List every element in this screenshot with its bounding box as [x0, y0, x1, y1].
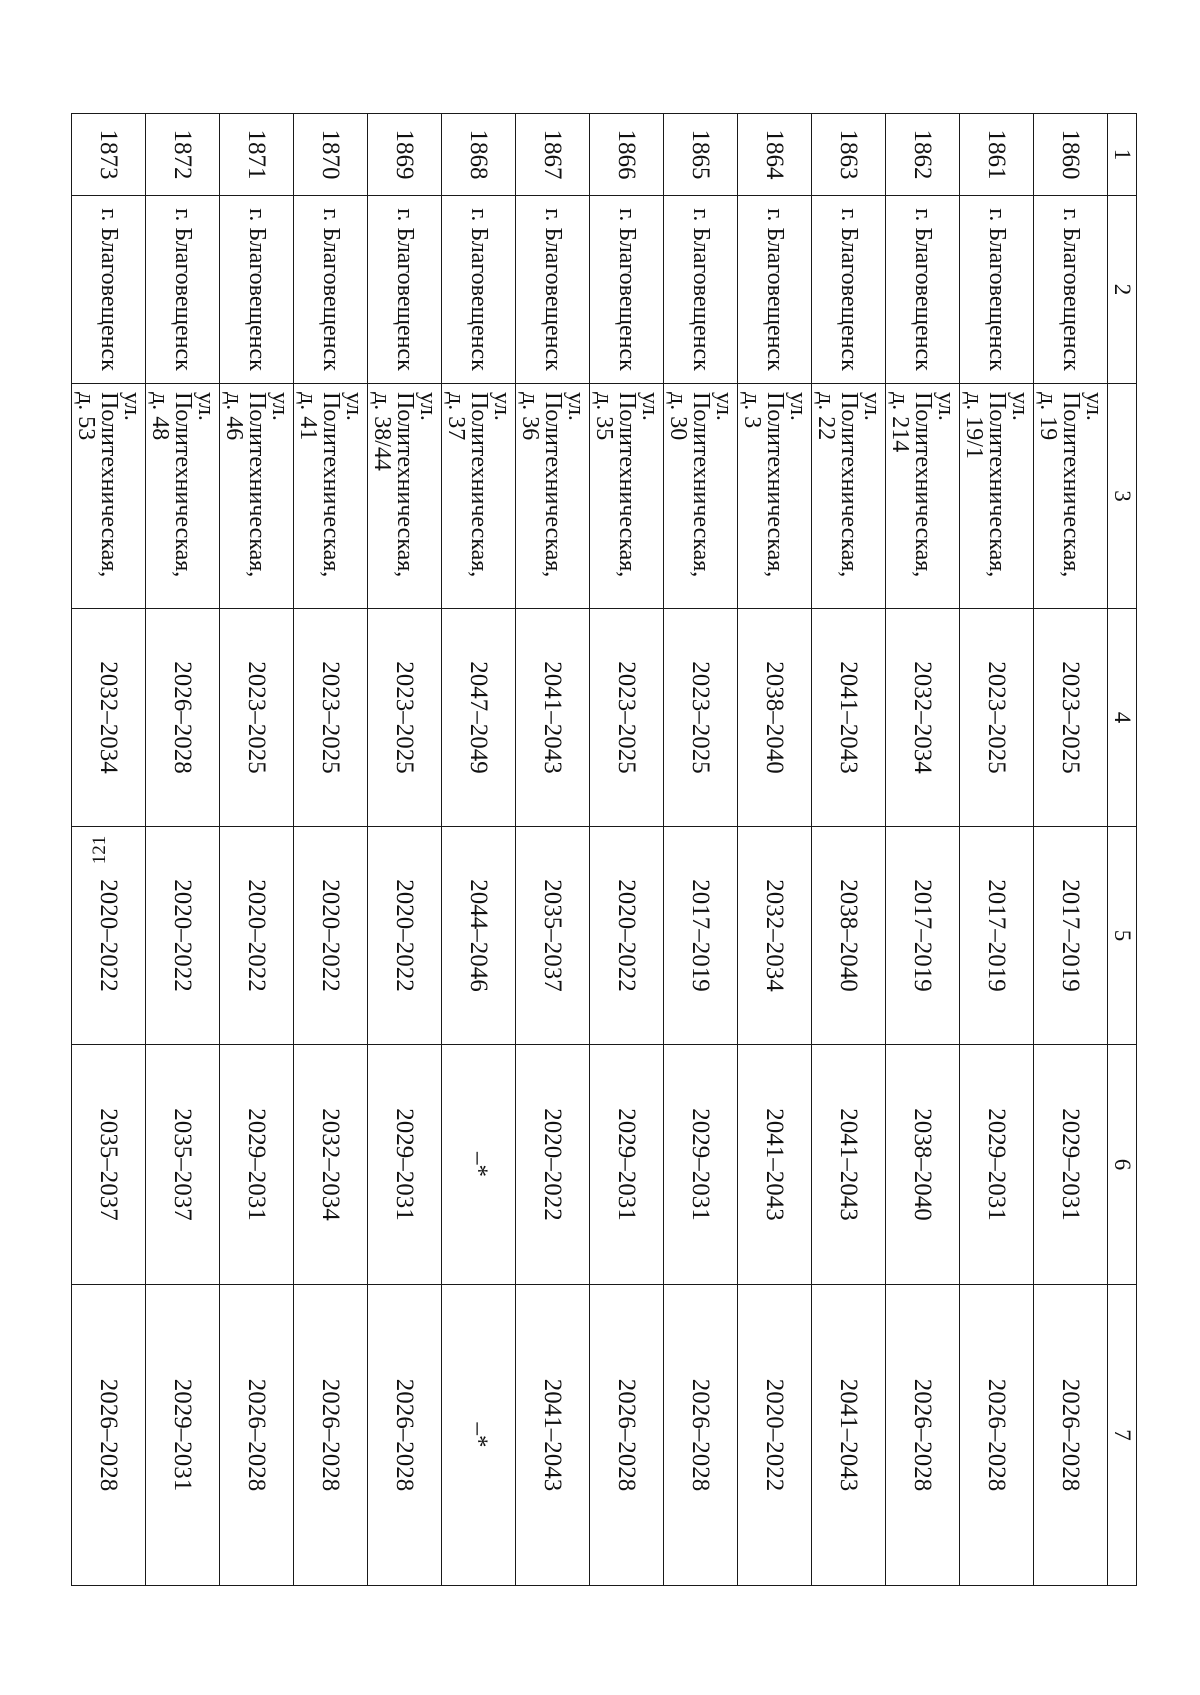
header-row — [1108, 114, 1137, 1586]
period-col-6-cell: 2029–2031 — [960, 1045, 1034, 1285]
period-col-6-cell: 2029–2031 — [368, 1045, 442, 1285]
row-number-cell: 1868 — [442, 114, 516, 196]
address-street: ул. Политехническая, — [466, 392, 515, 578]
period-col-4-cell: 2023–2025 — [664, 609, 738, 827]
address-house: д. 37 — [443, 392, 469, 441]
address-cell — [220, 384, 294, 609]
period-col-6-cell: 2029–2031 — [664, 1045, 738, 1285]
table-row — [220, 114, 294, 1586]
period-col-7-cell: 2020–2022 — [738, 1285, 812, 1586]
period-col-4-cell: 2023–2025 — [294, 609, 368, 827]
period-col-4-cell: 2023–2025 — [220, 609, 294, 827]
period-col-5-cell: 2032–2034 — [738, 827, 812, 1045]
period-col-6-cell: –* — [442, 1045, 516, 1285]
address-cell — [1034, 384, 1108, 609]
address-street: ул. Политехническая, — [1058, 392, 1107, 578]
period-col-7-cell: 2029–2031 — [146, 1285, 220, 1586]
period-col-5-cell: 2044–2046 — [442, 827, 516, 1045]
row-number-cell: 1863 — [812, 114, 886, 196]
address-cell — [960, 384, 1034, 609]
period-col-6-cell: 2041–2043 — [738, 1045, 812, 1285]
address-cell — [146, 384, 220, 609]
period-col-7-cell: –* — [442, 1285, 516, 1586]
address-cell — [812, 384, 886, 609]
period-col-4-cell: 2026–2028 — [146, 609, 220, 827]
period-col-4-cell: 2023–2025 — [960, 609, 1034, 827]
table-row — [960, 114, 1034, 1586]
period-col-7-cell: 2026–2028 — [72, 1285, 146, 1586]
period-col-5-cell: 2020–2022 — [146, 827, 220, 1045]
table-row — [812, 114, 886, 1586]
row-number-cell: 1869 — [368, 114, 442, 196]
period-col-5-cell: 2017–2019 — [664, 827, 738, 1045]
period-col-7-cell: 2041–2043 — [812, 1285, 886, 1586]
period-col-7-cell: 2026–2028 — [960, 1285, 1034, 1586]
period-col-5-cell: 2020–2022 — [72, 827, 146, 1045]
period-col-7-cell: 2026–2028 — [664, 1285, 738, 1586]
address-house: д. 19 — [1035, 392, 1061, 441]
period-col-6-cell: 2032–2034 — [294, 1045, 368, 1285]
address-street: ул. Политехническая, — [688, 392, 737, 578]
period-col-4-cell: 2023–2025 — [590, 609, 664, 827]
address-street: ул. Политехническая, — [836, 392, 885, 578]
period-col-4-cell: 2038–2040 — [738, 609, 812, 827]
period-col-5-cell: 2017–2019 — [886, 827, 960, 1045]
address-house: д. 38/44 — [369, 392, 395, 471]
header-col-6: 6 — [1108, 1045, 1137, 1285]
period-col-4-cell: 2041–2043 — [516, 609, 590, 827]
address-house: д. 35 — [591, 392, 617, 441]
period-col-6-cell: 2041–2043 — [812, 1045, 886, 1285]
table-row — [442, 114, 516, 1586]
table-row — [664, 114, 738, 1586]
address-house: д. 3 — [739, 392, 765, 429]
address-street: ул. Политехническая, — [984, 392, 1033, 578]
period-col-7-cell: 2026–2028 — [886, 1285, 960, 1586]
address-street: ул. Политехническая, — [762, 392, 811, 578]
period-col-7-cell: 2026–2028 — [1034, 1285, 1108, 1586]
address-street: ул. Политехническая, — [318, 392, 367, 578]
table-body — [72, 114, 1108, 1586]
row-number-cell: 1866 — [590, 114, 664, 196]
header-col-2: 2 — [1108, 196, 1137, 384]
period-col-7-cell: 2026–2028 — [294, 1285, 368, 1586]
period-col-5-cell: 2038–2040 — [812, 827, 886, 1045]
address-street: ул. Политехническая, — [614, 392, 663, 578]
period-col-6-cell: 2020–2022 — [516, 1045, 590, 1285]
period-col-6-cell: 2029–2031 — [220, 1045, 294, 1285]
address-street: ул. Политехническая, — [244, 392, 293, 578]
city-cell: г. Благовещенск — [72, 196, 146, 384]
city-cell: г. Благовещенск — [960, 196, 1034, 384]
city-cell: г. Благовещенск — [146, 196, 220, 384]
schedule-table — [71, 113, 1137, 1586]
table-row — [72, 114, 146, 1586]
period-col-7-cell: 2026–2028 — [590, 1285, 664, 1586]
table-row — [738, 114, 812, 1586]
city-cell: г. Благовещенск — [590, 196, 664, 384]
period-col-6-cell: 2035–2037 — [72, 1045, 146, 1285]
row-number-cell: 1870 — [294, 114, 368, 196]
address-cell — [738, 384, 812, 609]
period-col-4-cell: 2023–2025 — [368, 609, 442, 827]
address-house: д. 48 — [147, 392, 173, 441]
period-col-5-cell: 2017–2019 — [1034, 827, 1108, 1045]
city-cell: г. Благовещенск — [812, 196, 886, 384]
period-col-7-cell: 2026–2028 — [368, 1285, 442, 1586]
city-cell: г. Благовещенск — [294, 196, 368, 384]
period-col-6-cell: 2029–2031 — [1034, 1045, 1108, 1285]
address-cell — [442, 384, 516, 609]
address-house: д. 19/1 — [961, 392, 987, 459]
period-col-4-cell: 2032–2034 — [72, 609, 146, 827]
address-cell — [664, 384, 738, 609]
row-number-cell: 1862 — [886, 114, 960, 196]
period-col-6-cell: 2038–2040 — [886, 1045, 960, 1285]
period-col-5-cell: 2035–2037 — [516, 827, 590, 1045]
page-number: 121 — [89, 835, 110, 865]
address-street: ул. Политехническая, — [540, 392, 589, 578]
address-street: ул. Политехническая, — [96, 392, 145, 578]
table-row — [590, 114, 664, 1586]
address-cell — [886, 384, 960, 609]
table-row — [294, 114, 368, 1586]
period-col-4-cell: 2023–2025 — [1034, 609, 1108, 827]
address-house: д. 46 — [221, 392, 247, 441]
city-cell: г. Благовещенск — [220, 196, 294, 384]
row-number-cell: 1864 — [738, 114, 812, 196]
city-cell: г. Благовещенск — [664, 196, 738, 384]
address-street: ул. Политехническая, — [170, 392, 219, 578]
address-cell — [516, 384, 590, 609]
period-col-5-cell: 2017–2019 — [960, 827, 1034, 1045]
header-col-5: 5 — [1108, 827, 1137, 1045]
period-col-5-cell: 2020–2022 — [368, 827, 442, 1045]
address-cell — [368, 384, 442, 609]
row-number-cell: 1867 — [516, 114, 590, 196]
address-house: д. 22 — [813, 392, 839, 441]
table-row — [516, 114, 590, 1586]
city-cell: г. Благовещенск — [1034, 196, 1108, 384]
address-house: д. 214 — [887, 392, 913, 453]
address-cell — [590, 384, 664, 609]
row-number-cell: 1860 — [1034, 114, 1108, 196]
period-col-5-cell: 2020–2022 — [294, 827, 368, 1045]
city-cell: г. Благовещенск — [442, 196, 516, 384]
row-number-cell: 1872 — [146, 114, 220, 196]
table-row — [1034, 114, 1108, 1586]
period-col-7-cell: 2026–2028 — [220, 1285, 294, 1586]
period-col-5-cell: 2020–2022 — [220, 827, 294, 1045]
period-col-7-cell: 2041–2043 — [516, 1285, 590, 1586]
period-col-4-cell: 2041–2043 — [812, 609, 886, 827]
header-col-1: 1 — [1108, 114, 1137, 196]
header-col-3: 3 — [1108, 384, 1137, 609]
address-house: д. 41 — [295, 392, 321, 441]
period-col-4-cell: 2047–2049 — [442, 609, 516, 827]
header-col-7: 7 — [1108, 1285, 1137, 1586]
address-house: д. 53 — [73, 392, 99, 441]
address-cell — [294, 384, 368, 609]
table-header — [1108, 114, 1137, 1586]
address-street: ул. Политехническая, — [910, 392, 959, 578]
address-street: ул. Политехническая, — [392, 392, 441, 578]
period-col-4-cell: 2032–2034 — [886, 609, 960, 827]
period-col-6-cell: 2029–2031 — [590, 1045, 664, 1285]
row-number-cell: 1861 — [960, 114, 1034, 196]
header-col-4: 4 — [1108, 609, 1137, 827]
city-cell: г. Благовещенск — [886, 196, 960, 384]
city-cell: г. Благовещенск — [516, 196, 590, 384]
table-row — [146, 114, 220, 1586]
city-cell: г. Благовещенск — [368, 196, 442, 384]
address-house: д. 30 — [665, 392, 691, 441]
table-row — [368, 114, 442, 1586]
row-number-cell: 1865 — [664, 114, 738, 196]
period-col-6-cell: 2035–2037 — [146, 1045, 220, 1285]
period-col-5-cell: 2020–2022 — [590, 827, 664, 1045]
row-number-cell: 1871 — [220, 114, 294, 196]
address-cell — [72, 384, 146, 609]
city-cell: г. Благовещенск — [738, 196, 812, 384]
address-house: д. 36 — [517, 392, 543, 441]
table-row — [886, 114, 960, 1586]
row-number-cell: 1873 — [72, 114, 146, 196]
